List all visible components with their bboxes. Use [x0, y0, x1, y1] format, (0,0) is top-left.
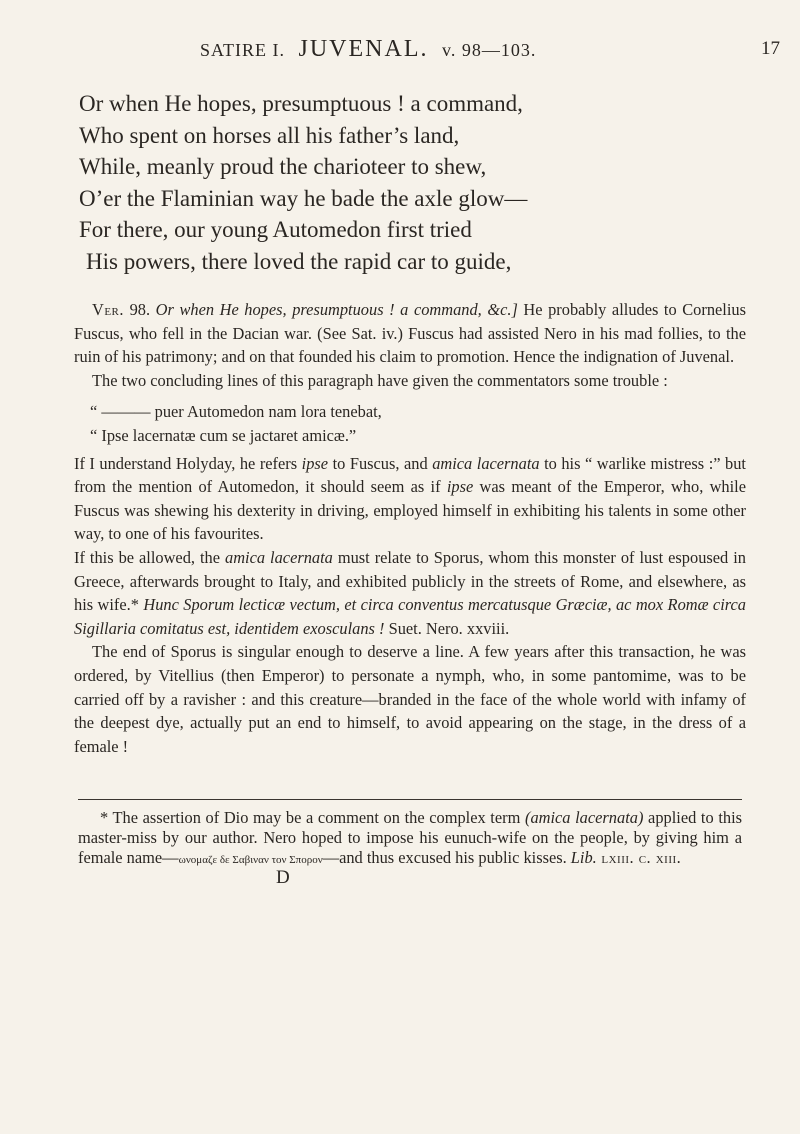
latin-term: ipse: [446, 477, 474, 497]
verse-reference-label: Ver.: [92, 300, 124, 319]
verse-reference-number: 98.: [129, 300, 151, 319]
citation: Suet. Nero. xxviii.: [384, 618, 510, 638]
lemma: Or when He hopes, presumptuous ! a command, &c.]: [155, 300, 518, 319]
verse-line: For there, our young Automedon first tried: [79, 217, 472, 242]
latin-term: amica lacernata: [225, 547, 333, 567]
commentary-text: He probably alludes to Cornelius Fuscus, who fell in the Dacian war. (See Sat. iv.) Fuscus had assisted Nero in his mad follies, to the ruin of his patrimony; and on that founded his claim to promotion. Hence the indignation of Juvenal.: [74, 300, 746, 367]
latin-term: (amica lacernata): [524, 808, 644, 827]
commentary: [74, 298, 746, 758]
quotation-line: “ ——— puer Automedon nam lora tenebat,: [90, 402, 382, 422]
running-lines: v. 98—103.: [442, 40, 537, 60]
running-satire: SATIRE I.: [200, 40, 285, 60]
verse-line: While, meanly proud the charioteer to shew,: [79, 154, 487, 179]
verse-block: [74, 88, 754, 277]
latin-quotation: [74, 400, 746, 447]
commentary-paragraph: If I understand Holyday, he refers ipse to Fuscus, and amica lacernata to his “ warlike mistress :” but from the mention of Automedon, it should seem as if ipse was meant of the Emperor, who, while Fuscus was shewing his dexterity in driving, employed himself in exhibiting his talents in some other way, to one of his favourites.: [74, 453, 746, 544]
signature-mark: D: [276, 867, 290, 888]
citation-reference: lxiii. c. xiii.: [596, 848, 682, 867]
running-author: JUVENAL.: [298, 36, 429, 62]
verse-line: Or when He hopes, presumptuous ! a command,: [79, 91, 523, 116]
verse-line: Who spent on horses all his father’s land,: [79, 122, 460, 148]
page-number: 17: [761, 38, 780, 59]
verse-line: His powers, there loved the rapid car to guide,: [86, 248, 512, 274]
running-header: [200, 24, 780, 64]
latin-term: ipse: [301, 453, 329, 473]
footnote: * The assertion of Dio may be a comment on the complex term (amica lacernata) applied to this master-miss by our author. Nero hoped to impose his eunuch-wife on the people, by giving him a female name—ωνομαζε δε Σαβιναν τον Σπορον—and thus excused his public kisses. Lib. lxiii. c. xiii.: [78, 808, 742, 867]
citation-label: Lib.: [570, 848, 597, 867]
verse-line: O’er the Flaminian way he bade the axle glow—: [79, 185, 528, 211]
greek-quotation: ωνομαζε δε Σαβιναν τον Σπορον: [178, 854, 323, 866]
commentary-paragraph: If this be allowed, the amica lacernata must relate to Sporus, whom this monster of lust espoused in Greece, afterwards brought to Italy, and exhibited publicly in the streets of Rome, and elsewhere, as his wife.* Hunc Sporum lecticæ vectum, et circa conventus mercatusque Græciæ, ac mox Romæ circa Sigillaria comitatus est, identidem exosculans ! Suet. Nero. xxviii.: [74, 547, 746, 638]
footnote-rule: [78, 799, 742, 800]
commentary-paragraph: The two concluding lines of this paragraph have given the commentators some trouble :: [92, 370, 668, 390]
running-title: [200, 36, 536, 63]
quotation-line: “ Ipse lacernatæ cum se jactaret amicæ.”: [90, 425, 357, 445]
commentary-paragraph: [74, 298, 746, 369]
latin-quotation-inline: Hunc Sporum lecticæ vectum, et circa conventus mercatusque Græciæ, ac mox Romæ circa Sigillaria comitatus est, identidem exosculans !: [74, 595, 746, 638]
latin-term: amica lacernata: [432, 453, 540, 473]
commentary-paragraph: The end of Sporus is singular enough to deserve a line. A few years after this transaction, he was ordered, by Vitellius (then Emperor) to personate a nymph, who, in some pantomime, was to be carried off by a ravisher : and this creature—branded in the face of the whole world with infamy of the deepest dye, actually put an end to himself, to avoid appearing on the stage, in the dress of a female !: [74, 642, 746, 756]
